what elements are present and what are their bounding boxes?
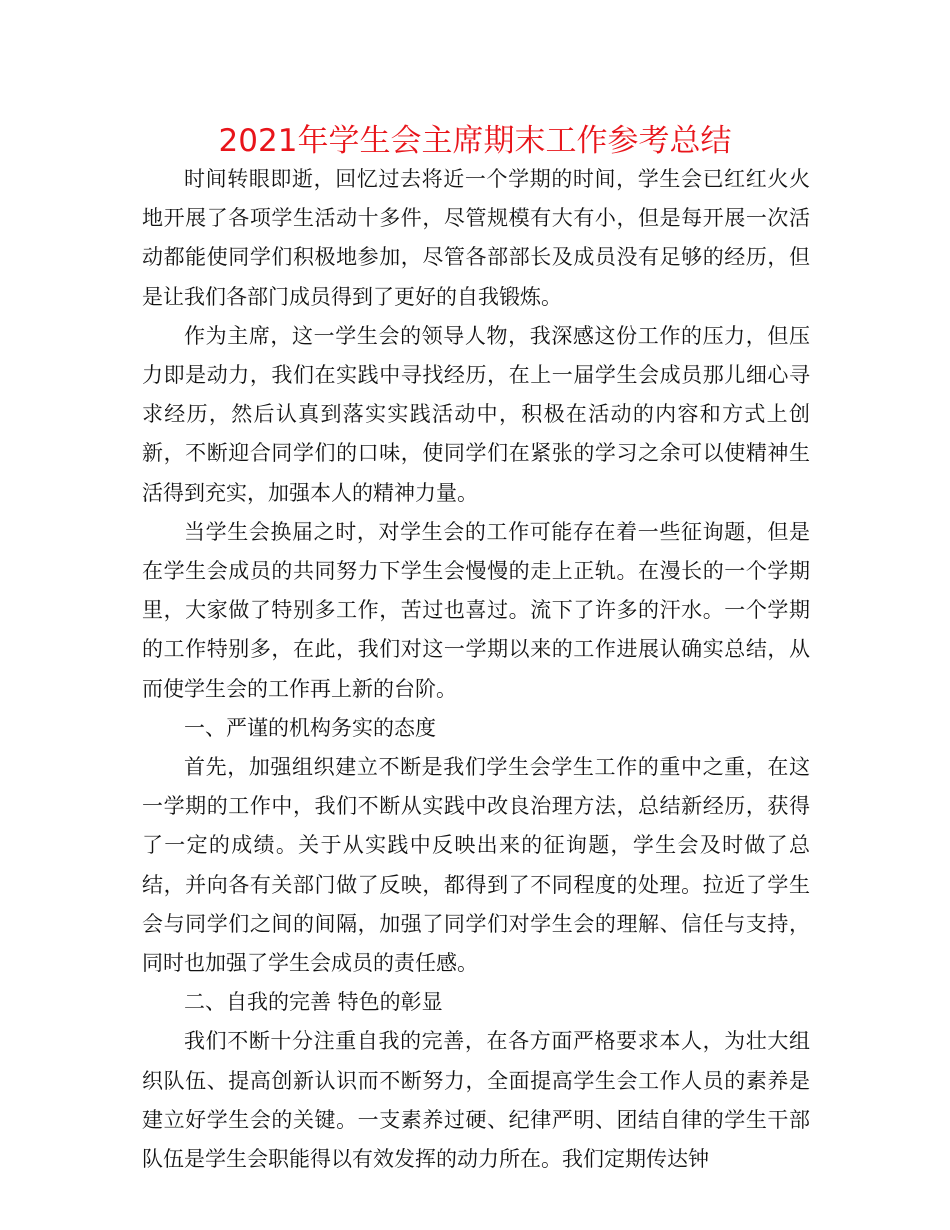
- section-heading-1: 一、严谨的机构务实的态度: [184, 715, 436, 740]
- document-body: [142, 160, 810, 1179]
- section-heading-2: 二、自我的完善 特色的彰显: [184, 990, 443, 1015]
- document-title: 2021年学生会主席期末工作参考总结: [218, 123, 732, 159]
- paragraph-intro: 时间转眼即逝，回忆过去将近一个学期的时间，学生会已红红火火地开展了各项学生活动十多件，尽管规模有大有小，但是每开展一次活动都能使同学们积极地参加，尽管各部部长及成员没有足够的经历，但是让我们各部门成员得到了更好的自我锻炼。: [142, 167, 810, 309]
- paragraph-section-1: 首先，加强组织建立不断是我们学生会学生工作的重中之重，在这一学期的工作中，我们不断从实践中改良治理方法，总结新经历，获得了一定的成绩。关于从实践中反映出来的征询题，学生会及时做了总结，并向各有关部门做了反映，都得到了不同程度的处理。拉近了学生会与同学们之间的间隔，加强了同学们对学生会的理解、信任与支持，同时也加强了学生会成员的责任感。: [142, 755, 810, 976]
- paragraph-section-2: 我们不断十分注重自我的完善，在各方面严格要求本人，为壮大组织队伍、提高创新认识而不断努力，全面提高学生会工作人员的素养是建立好学生会的关键。一支素养过硬、纪律严明、团结自律的学生干部队伍是学生会职能得以有效发挥的动力所在。我们定期传达钟: [142, 1029, 810, 1172]
- paragraph-role: 作为主席，这一学生会的领导人物，我深感这份工作的压力，但压力即是动力，我们在实践中寻找经历，在上一届学生会成员那儿细心寻求经历，然后认真到落实实践活动中，积极在活动的内容和方式上创新，不断迎合同学们的口味，使同学们在紧张的学习之余可以使精神生活得到充实，加强本人的精神力量。: [142, 323, 810, 505]
- paragraph-transition: 当学生会换届之时，对学生会的工作可能存在着一些征询题，但是在学生会成员的共同努力下学生会慢慢的走上正轨。在漫长的一个学期里，大家做了特别多工作，苦过也喜过。流下了许多的汗水。一个学期的工作特别多，在此，我们对这一学期以来的工作进展认确实总结，从而使学生会的工作再上新的台阶。: [142, 519, 810, 701]
